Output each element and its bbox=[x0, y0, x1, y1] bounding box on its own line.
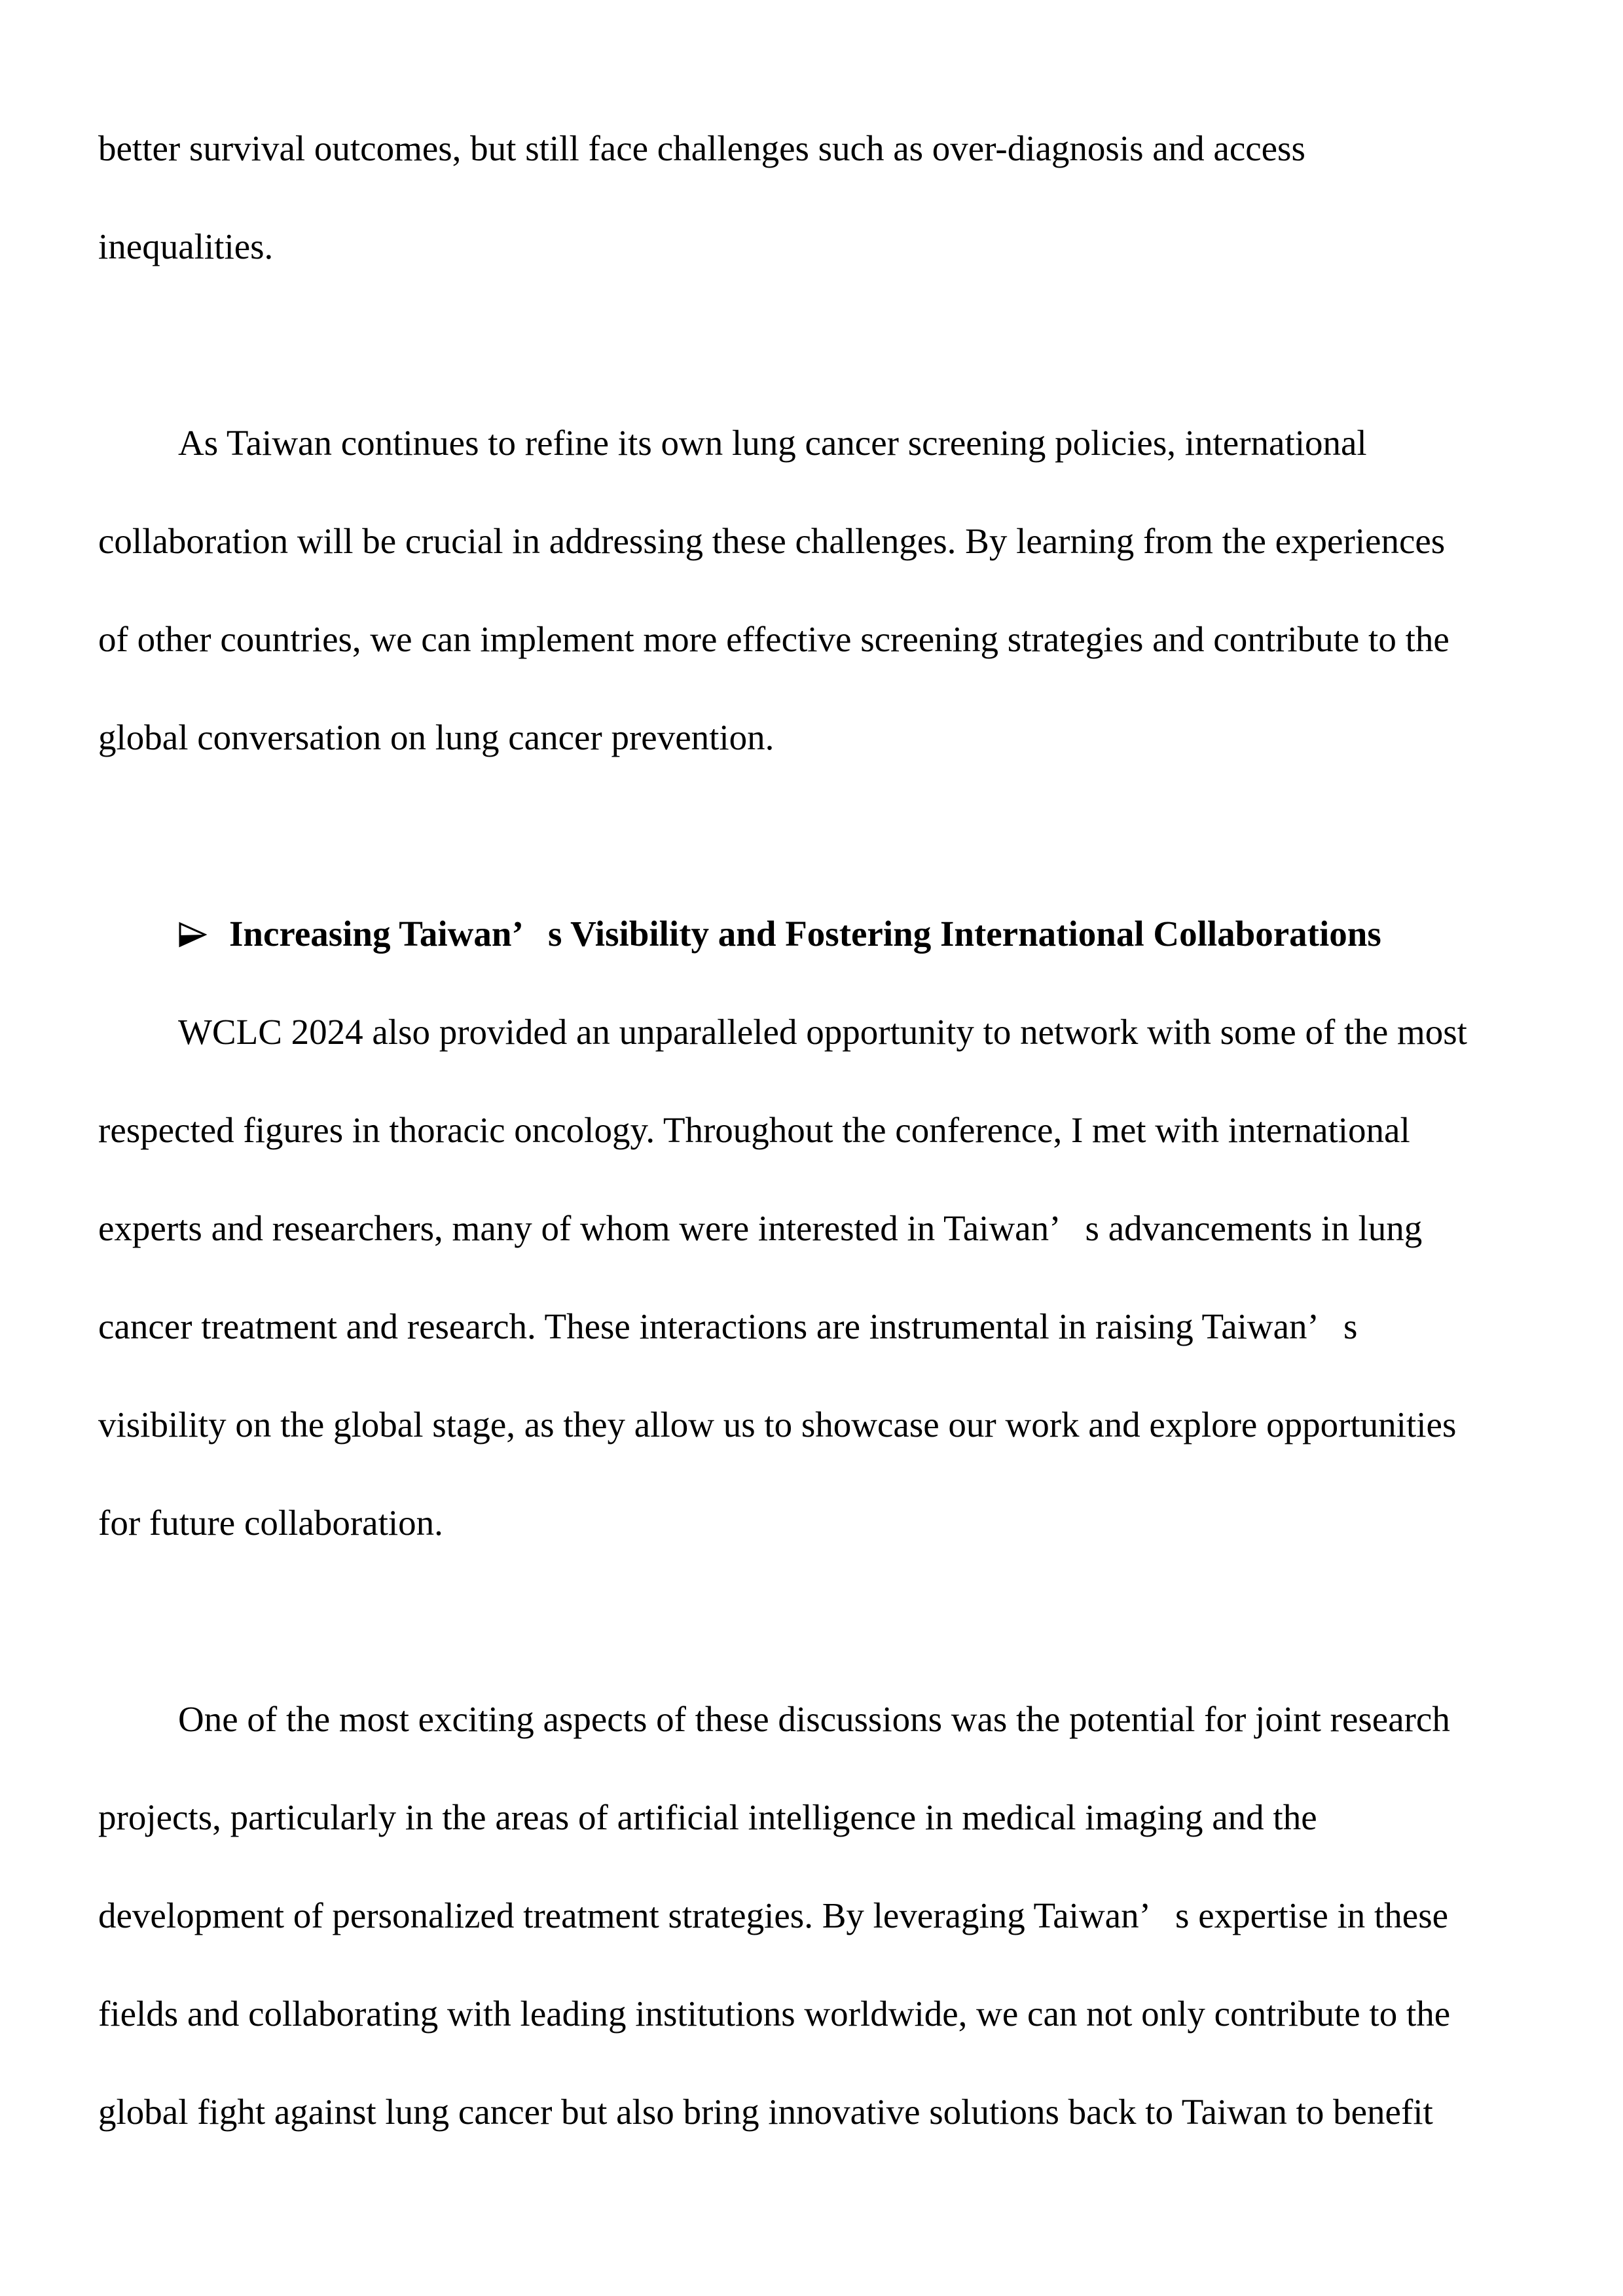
text-line bbox=[98, 1376, 1525, 1474]
text-line bbox=[98, 983, 1525, 1081]
page-content bbox=[98, 99, 1525, 2161]
text-line bbox=[98, 99, 1525, 198]
text-line bbox=[98, 1081, 1525, 1179]
line-text: collaboration will be crucial in addressing these challenges. By learning from the experiences bbox=[98, 521, 1446, 561]
line-text: experts and researchers, many of whom were interested in Taiwan’ s advancements in lung bbox=[98, 1208, 1423, 1248]
blank-line bbox=[98, 1572, 1525, 1670]
text-line bbox=[98, 492, 1525, 590]
line-text: As Taiwan continues to refine its own lung cancer screening policies, international bbox=[178, 423, 1367, 463]
line-text: of other countries, we can implement more effective screening strategies and contribute to the bbox=[98, 619, 1450, 659]
text-line bbox=[98, 394, 1525, 492]
text-line bbox=[98, 2063, 1525, 2161]
blank-line bbox=[98, 787, 1525, 885]
line-text: fields and collaborating with leading institutions worldwide, we can not only contribute to the bbox=[98, 1994, 1451, 2034]
text-line bbox=[98, 1670, 1525, 1768]
text-line bbox=[98, 590, 1525, 689]
text-line bbox=[98, 1179, 1525, 1278]
arrow-bullet-icon bbox=[178, 885, 207, 983]
text-line bbox=[98, 1278, 1525, 1376]
blank-line bbox=[98, 296, 1525, 394]
line-text: better survival outcomes, but still face challenges such as over-diagnosis and access bbox=[98, 128, 1305, 168]
line-text: WCLC 2024 also provided an unparalleled opportunity to network with some of the most bbox=[178, 1012, 1467, 1052]
line-text: visibility on the global stage, as they allow us to showcase our work and explore opportunities bbox=[98, 1405, 1457, 1444]
text-line bbox=[98, 689, 1525, 787]
text-line bbox=[98, 1965, 1525, 2063]
line-text: One of the most exciting aspects of these discussions was the potential for joint research bbox=[178, 1699, 1450, 1739]
text-line bbox=[98, 1768, 1525, 1867]
line-text: for future collaboration. bbox=[98, 1503, 443, 1543]
text-line bbox=[98, 1474, 1525, 1572]
line-text: cancer treatment and research. These interactions are instrumental in raising Taiwan’ s bbox=[98, 1306, 1358, 1346]
line-text: respected figures in thoracic oncology. Throughout the conference, I met with international bbox=[98, 1110, 1410, 1150]
text-line bbox=[98, 1867, 1525, 1965]
line-text: projects, particularly in the areas of artificial intelligence in medical imaging and the bbox=[98, 1797, 1317, 1837]
line-text: development of personalized treatment strategies. By leveraging Taiwan’ s expertise in these bbox=[98, 1895, 1449, 1935]
line-text: global fight against lung cancer but also bring innovative solutions back to Taiwan to benefit bbox=[98, 2092, 1433, 2132]
heading-line bbox=[98, 885, 1525, 983]
line-text: global conversation on lung cancer prevention. bbox=[98, 717, 775, 757]
text-line bbox=[98, 198, 1525, 296]
line-text: inequalities. bbox=[98, 226, 274, 266]
heading-text: Increasing Taiwan’ s Visibility and Fostering International Collaborations bbox=[229, 914, 1381, 954]
